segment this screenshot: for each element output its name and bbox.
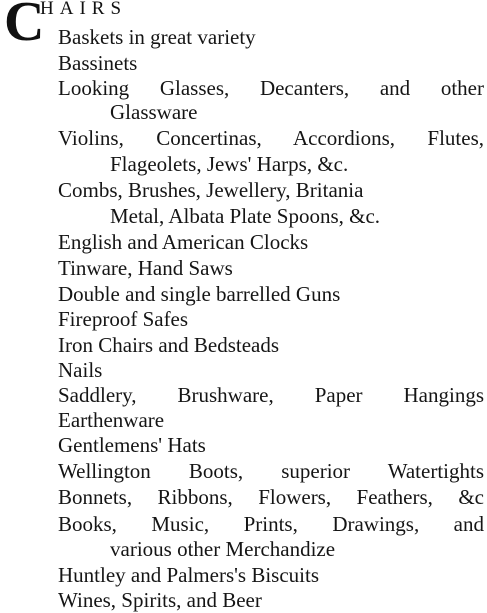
list-item: Tinware, Hand Saws (58, 256, 233, 280)
drop-cap-letter: C (4, 0, 45, 53)
list-item: Books, Music, Prints, Drawings, and (58, 512, 484, 536)
list-item: Looking Glasses, Decanters, and other (58, 76, 484, 100)
heading-word: HAIRS (40, 0, 128, 19)
list-item: Gentlemens' Hats (58, 433, 206, 457)
list-item: Baskets in great variety (58, 25, 256, 49)
list-item-continuation: Glassware (110, 100, 198, 124)
list-item-continuation: Flageolets, Jews' Harps, &c. (110, 152, 349, 176)
list-item: Fireproof Safes (58, 307, 189, 331)
list-item: Wines, Spirits, and Beer (58, 588, 262, 612)
list-item: Earthenware (58, 408, 165, 432)
list-item: Nails (58, 358, 103, 382)
list-item: Double and single barrelled Guns (58, 282, 341, 306)
list-item: Wellington Boots, superior Watertights (58, 459, 484, 483)
list-item-continuation: Metal, Albata Plate Spoons, &c. (110, 204, 381, 228)
list-item: Iron Chairs and Bedsteads (58, 333, 280, 357)
list-item: Combs, Brushes, Jewellery, Britania (58, 178, 364, 202)
list-item: Bassinets (58, 51, 138, 75)
list-item-continuation: various other Merchandize (110, 537, 336, 561)
list-item: Huntley and Palmers's Biscuits (58, 563, 320, 587)
list-item: English and American Clocks (58, 230, 309, 254)
list-item: Bonnets, Ribbons, Flowers, Feathers, &c (58, 485, 484, 509)
list-item: Violins, Concertinas, Accordions, Flutes, (58, 126, 484, 150)
list-item: Saddlery, Brushware, Paper Hangings (58, 383, 484, 407)
